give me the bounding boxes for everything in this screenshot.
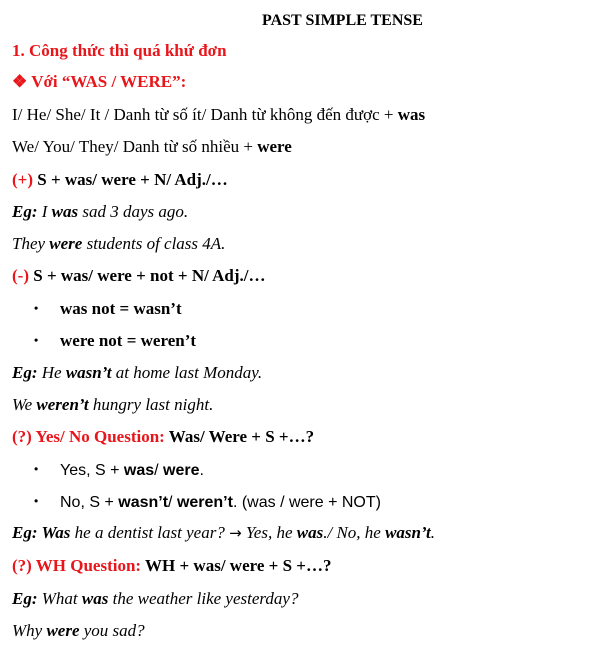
list-item-verb: were [163, 462, 200, 479]
example-text: ./ No, he [323, 523, 386, 542]
example-verb: were [46, 621, 80, 640]
rule-singular-text: I/ He/ She/ It / Danh từ số ít/ Danh từ không đến được + [12, 105, 398, 124]
list-item-verb: weren’t [176, 494, 233, 511]
example-label: Eg: [12, 589, 38, 608]
wh-formula-text: WH + was/ were + S +…? [141, 556, 332, 575]
positive-example-2 [12, 233, 225, 255]
list-item-verb: was [123, 462, 155, 479]
example-label: Eg: [12, 202, 38, 221]
example-verb: was [81, 589, 109, 608]
example-verb: were [49, 234, 83, 253]
example-verb: wasn’t [385, 523, 431, 542]
bullet-icon: • [34, 301, 39, 315]
bullet-icon: • [34, 494, 39, 508]
right-arrow-icon: → [229, 524, 242, 542]
list-item-text: Yes, S + [60, 462, 124, 479]
rule-singular-verb: was [397, 105, 426, 124]
example-label: Eg: [12, 523, 38, 542]
wh-formula [12, 555, 331, 577]
example-text: at home last Monday. [111, 363, 263, 382]
wh-marker: (?) WH Question: [12, 556, 142, 575]
example-text: students of class 4A. [82, 234, 226, 253]
negative-formula [12, 265, 266, 287]
wh-example-1 [12, 588, 298, 610]
page-title: PAST SIMPLE TENSE [262, 12, 423, 29]
list-item-text: No, S + [60, 494, 119, 511]
list-item-text: / [168, 494, 177, 511]
example-verb: was [296, 523, 324, 542]
list-item [34, 329, 196, 352]
yesno-formula [12, 426, 314, 448]
example-text: What [37, 589, 82, 608]
list-item-verb: wasn’t [118, 494, 169, 511]
subheading-text: Với “WAS / WERE”: [31, 72, 187, 91]
example-text: sad 3 days ago. [78, 202, 189, 221]
positive-marker: (+) [12, 170, 34, 189]
yesno-marker: (?) Yes/ No Question: [12, 427, 165, 446]
negative-marker: (-) [12, 266, 29, 285]
example-text: He [37, 363, 66, 382]
list-item [34, 490, 381, 514]
yesno-formula-text: Was/ Were + S +…? [164, 427, 315, 446]
list-item [34, 297, 182, 320]
positive-example-1 [12, 201, 188, 223]
example-verb: wasn’t [65, 363, 112, 382]
bullet-icon: • [34, 462, 39, 476]
rule-plural [12, 136, 292, 158]
example-verb: weren’t [36, 395, 89, 414]
example-text: We [12, 395, 37, 414]
example-text: hungry last night. [88, 395, 214, 414]
negative-formula-text: S + was/ were + not + N/ Adj./… [28, 266, 266, 285]
example-verb: Was [37, 523, 71, 542]
bullet-icon: • [34, 333, 39, 347]
yesno-example [12, 522, 435, 544]
positive-formula-text: S + was/ were + N/ Adj./… [33, 170, 228, 189]
negative-example-1 [12, 362, 262, 384]
diamond-bullet-icon: ❖ [12, 72, 28, 91]
subheading [12, 71, 186, 93]
example-verb: was [51, 202, 79, 221]
positive-formula [12, 169, 228, 191]
list-item-text: was not = wasn’t [60, 299, 182, 318]
rule-plural-text: We/ You/ They/ Danh từ số nhiều + [12, 137, 258, 156]
list-item-text: . [199, 462, 204, 479]
example-text: . [430, 523, 436, 542]
list-item-text: were not = weren’t [60, 331, 197, 350]
list-item [34, 458, 204, 482]
example-text: Why [12, 621, 47, 640]
rule-singular [12, 104, 425, 126]
section-heading: 1. Công thức thì quá khứ đơn [12, 41, 227, 60]
rule-plural-verb: were [257, 137, 292, 156]
wh-example-2 [12, 620, 145, 642]
negative-example-2 [12, 394, 213, 416]
example-text: you sad? [79, 621, 145, 640]
example-text: They [12, 234, 50, 253]
example-label: Eg: [12, 363, 38, 382]
list-item-text: / [154, 462, 164, 479]
example-text: I [37, 202, 52, 221]
example-text: the weather like yesterday? [108, 589, 299, 608]
list-item-text: . (was / were + NOT) [232, 494, 381, 511]
example-text: Yes, he [241, 523, 297, 542]
example-text: he a dentist last year? [70, 523, 230, 542]
